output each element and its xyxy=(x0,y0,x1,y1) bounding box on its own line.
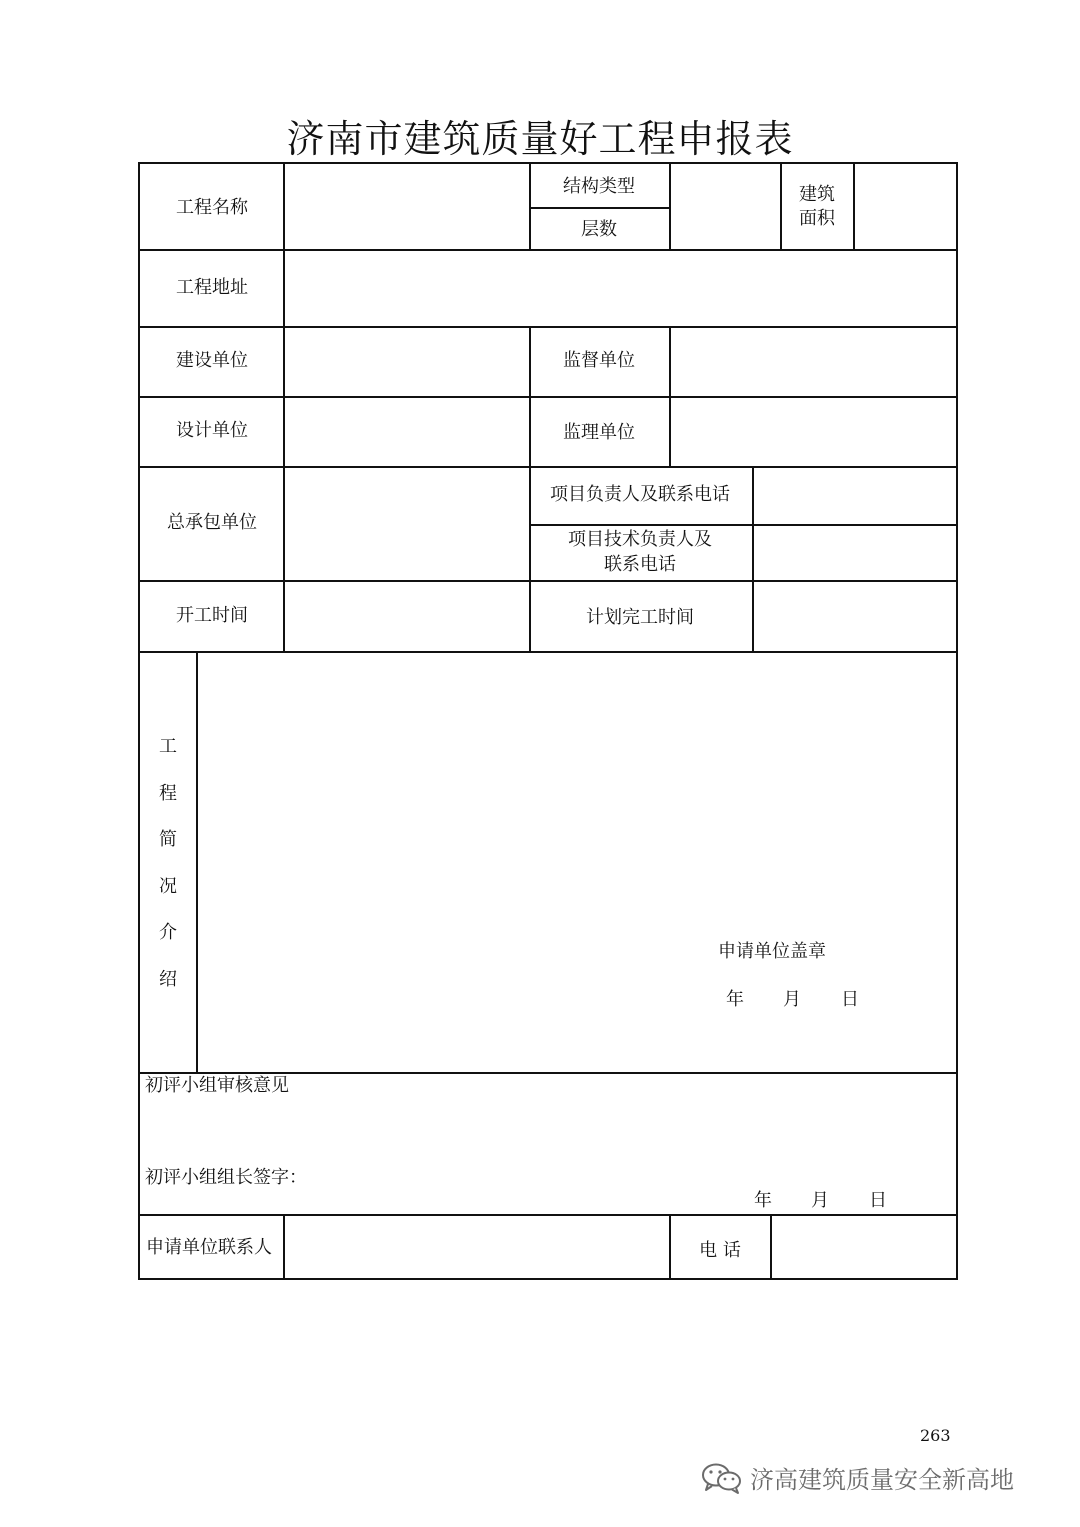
project-name-field[interactable] xyxy=(285,166,528,248)
floors-label: 层数 xyxy=(581,219,617,240)
review-date-year: 年 xyxy=(754,1190,772,1211)
phone-label: 电 话 xyxy=(699,1240,741,1261)
date-day: 日 xyxy=(841,989,859,1010)
tech-manager-field[interactable] xyxy=(754,526,955,579)
construction-unit-field[interactable] xyxy=(285,328,528,395)
structure-type-field[interactable] xyxy=(671,166,779,206)
col-divider xyxy=(780,164,782,249)
project-address-field[interactable] xyxy=(285,251,955,325)
page-title: 济南市建筑质量好工程申报表 xyxy=(286,117,794,161)
supervision-unit-label: 监督单位 xyxy=(563,350,635,371)
applicant-contact-label: 申请单位联系人 xyxy=(146,1237,272,1258)
row-divider xyxy=(529,207,670,209)
overview-label-char: 程 xyxy=(159,782,177,804)
date-year: 年 xyxy=(726,989,744,1010)
overview-label-char: 工 xyxy=(159,736,177,757)
applicant-contact-field[interactable] xyxy=(285,1216,668,1279)
review-opinion-field[interactable] xyxy=(142,1104,742,1164)
watermark xyxy=(700,1460,1014,1495)
overview-label-char: 况 xyxy=(159,875,177,897)
wechat-icon xyxy=(700,1461,744,1495)
project-manager-field[interactable] xyxy=(754,468,955,523)
supervision-unit-field[interactable] xyxy=(671,328,955,395)
construction-unit-label: 建设单位 xyxy=(176,350,248,371)
building-area-label-line2: 面积 xyxy=(799,208,835,229)
inspection-unit-field[interactable] xyxy=(671,398,955,465)
review-date-day: 日 xyxy=(869,1190,887,1211)
date-month: 月 xyxy=(783,989,801,1010)
overview-label-char: 绍 xyxy=(159,968,177,990)
tech-manager-label-line1: 项目技术负责人及 xyxy=(568,529,712,550)
project-name-label: 工程名称 xyxy=(176,197,248,218)
general-contractor-field[interactable] xyxy=(285,468,528,579)
floors-field[interactable] xyxy=(671,209,779,248)
application-form-table xyxy=(138,162,958,1280)
review-leader-sign-label: 初评小组组长签字： xyxy=(145,1167,307,1188)
design-unit-label: 设计单位 xyxy=(176,420,248,441)
project-address-label: 工程地址 xyxy=(176,277,248,298)
start-time-field[interactable] xyxy=(285,582,528,650)
col-divider xyxy=(529,466,531,651)
tech-manager-label-line2: 联系电话 xyxy=(604,554,676,575)
review-opinion-label: 初评小组审核意见 xyxy=(145,1075,289,1096)
planned-completion-label: 计划完工时间 xyxy=(586,607,694,628)
watermark-text: 济高建筑质量安全新高地 xyxy=(750,1466,1014,1494)
overview-label-char: 简 xyxy=(159,829,177,850)
col-divider xyxy=(529,326,531,466)
start-time-label: 开工时间 xyxy=(176,605,248,626)
building-area-field[interactable] xyxy=(855,166,955,248)
general-contractor-label: 总承包单位 xyxy=(167,512,257,533)
overview-label-char: 介 xyxy=(159,922,177,943)
design-unit-field[interactable] xyxy=(285,398,528,465)
review-date-month: 月 xyxy=(811,1190,829,1211)
col-divider xyxy=(529,164,531,249)
applicant-seal-label: 申请单位盖章 xyxy=(718,941,826,962)
structure-type-label: 结构类型 xyxy=(563,176,635,197)
phone-field[interactable] xyxy=(772,1216,955,1279)
building-area-label-line1: 建筑 xyxy=(799,184,835,205)
project-overview-field[interactable] xyxy=(198,653,698,933)
col-divider xyxy=(669,1214,671,1280)
inspection-unit-label: 监理单位 xyxy=(563,422,635,443)
project-overview-label xyxy=(156,724,180,1003)
planned-completion-field[interactable] xyxy=(754,582,955,650)
project-manager-label: 项目负责人及联系电话 xyxy=(550,484,730,505)
page-number: 263 xyxy=(920,1426,951,1445)
